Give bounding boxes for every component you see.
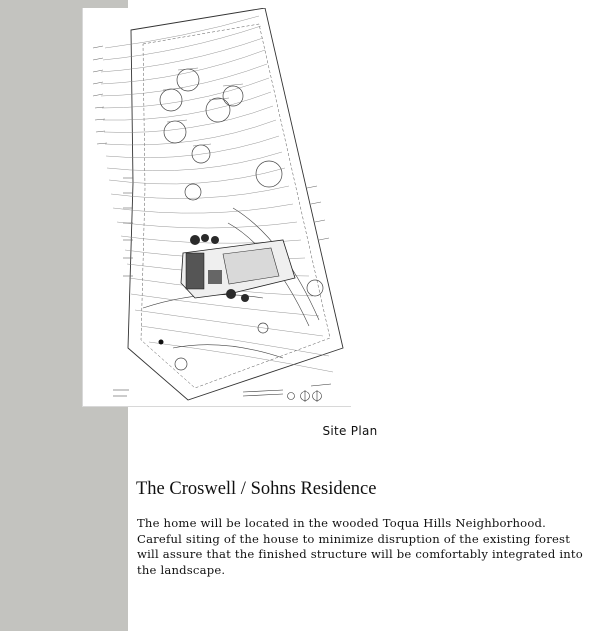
project-title: The Croswell / Sohns Residence [136, 479, 377, 499]
site-plan-drawing [82, 8, 351, 407]
site-plan-svg [83, 8, 351, 406]
project-description: The home will be located in the wooded Toqua Hills Neighborhood. Careful siting of the house to minimize disruption of the existing forest will assure that the finished structure will be comfortably integrated into the landscape. [137, 516, 583, 577]
figure-caption: Site Plan [322, 424, 378, 438]
